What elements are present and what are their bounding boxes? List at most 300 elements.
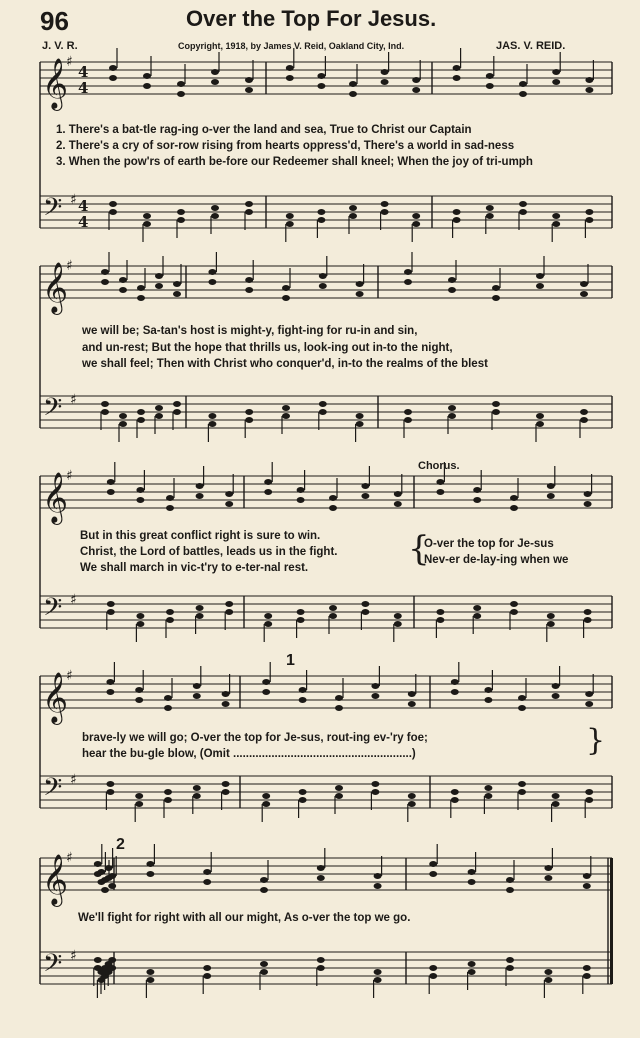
hymn-number: 96 <box>40 6 69 36</box>
note-head <box>468 961 476 967</box>
note-head <box>260 961 268 967</box>
note-head <box>136 497 144 503</box>
note-head <box>173 409 181 415</box>
note-head <box>262 679 270 685</box>
sharp-icon: ♯ <box>70 392 77 408</box>
note-head <box>135 801 143 807</box>
note-head <box>335 785 343 791</box>
note-head <box>448 405 456 411</box>
sharp-icon: ♯ <box>66 258 73 274</box>
lyric-line: We shall march in vic-t'ry to e-ter-nal rest. <box>80 562 309 574</box>
note-head <box>101 269 109 275</box>
note-head <box>299 687 307 693</box>
note-head <box>473 497 481 503</box>
note-head <box>335 793 343 799</box>
note-head <box>329 495 337 501</box>
note-head <box>468 879 476 885</box>
note-head <box>264 613 272 619</box>
note-head <box>451 797 459 803</box>
note-head <box>473 487 481 493</box>
composer-name: JAS. V. REID. <box>496 40 566 52</box>
note-head <box>335 695 343 701</box>
note-head <box>193 683 201 689</box>
note-head <box>245 277 253 283</box>
note-head <box>297 609 305 615</box>
note-head <box>412 87 420 93</box>
note-head <box>349 213 357 219</box>
note-head <box>506 887 514 893</box>
note-head <box>506 957 514 963</box>
time-signature-top: 4 <box>78 197 89 215</box>
note-head <box>193 785 201 791</box>
note-head <box>453 75 461 81</box>
note-head <box>453 65 461 71</box>
bass-clef-icon: 𝄢 <box>43 773 63 808</box>
note-head <box>164 695 172 701</box>
note-head <box>473 613 481 619</box>
note-head <box>143 221 151 227</box>
note-head <box>143 73 151 79</box>
lyric-line: 1. There's a bat-tle rag-ing o-ver the land and sea, True to Christ our Captain <box>56 124 472 136</box>
note-head <box>94 861 102 867</box>
note-head <box>584 501 592 507</box>
note-head <box>484 785 492 791</box>
note-head <box>177 217 185 223</box>
note-head <box>536 273 544 279</box>
note-head <box>286 221 294 227</box>
lyric-line: O-ver the top for Je-sus <box>424 538 554 550</box>
note-head <box>245 77 253 83</box>
note-head <box>211 79 219 85</box>
note-head <box>208 421 216 427</box>
note-head <box>510 609 518 615</box>
note-head <box>136 621 144 627</box>
note-head <box>245 287 253 293</box>
note-head <box>492 295 500 301</box>
note-head <box>583 883 591 889</box>
note-head <box>448 287 456 293</box>
note-head <box>211 205 219 211</box>
note-head <box>404 269 412 275</box>
note-head <box>119 287 127 293</box>
note-head <box>552 213 560 219</box>
note-head <box>101 409 109 415</box>
note-head <box>468 969 476 975</box>
note-head <box>552 683 560 689</box>
lyric-line: we will be; Sa-tan's host is might-y, fight-ing for ru-in and sin, <box>82 325 418 337</box>
sharp-icon: ♯ <box>66 668 73 684</box>
note-head <box>408 801 416 807</box>
note-head <box>429 965 437 971</box>
note-head <box>519 201 527 207</box>
note-head <box>119 421 127 427</box>
note-head <box>580 281 588 287</box>
note-head <box>329 505 337 511</box>
note-head <box>453 217 461 223</box>
note-head <box>109 209 117 215</box>
note-head <box>208 269 216 275</box>
note-head <box>492 401 500 407</box>
lyric-line: We'll fight for right with all our might, As o-ver the top we go. <box>78 912 411 924</box>
note-head <box>317 957 325 963</box>
note-head <box>319 283 327 289</box>
note-head <box>297 617 305 623</box>
note-head <box>585 789 593 795</box>
treble-clef-icon: 𝄞 <box>42 672 69 723</box>
note-head <box>245 209 253 215</box>
note-head <box>109 75 117 81</box>
note-head <box>146 871 154 877</box>
note-head <box>381 79 389 85</box>
note-head <box>518 695 526 701</box>
note-head <box>155 405 163 411</box>
note-head <box>108 883 116 889</box>
note-head <box>245 201 253 207</box>
note-head <box>211 213 219 219</box>
lyric-line: hear the bu-gle blow, (Omit ........................................................) <box>82 748 416 760</box>
note-head <box>468 869 476 875</box>
note-head <box>245 87 253 93</box>
note-head <box>317 83 325 89</box>
note-head <box>177 81 185 87</box>
note-head <box>262 689 270 695</box>
note-head <box>584 609 592 615</box>
note-head <box>94 957 102 963</box>
lyric-line: 2. There's a cry of sor-row rising from hearts oppress'd, There's a world in sad-ness <box>56 140 515 152</box>
note-head <box>203 869 211 875</box>
note-head <box>519 81 527 87</box>
note-head <box>492 285 500 291</box>
note-head <box>262 801 270 807</box>
note-head <box>106 781 114 787</box>
treble-clef-icon: 𝄞 <box>42 58 69 109</box>
note-head <box>371 789 379 795</box>
note-head <box>107 479 115 485</box>
note-head <box>196 493 204 499</box>
note-head <box>412 77 420 83</box>
note-head <box>518 781 526 787</box>
note-head <box>203 965 211 971</box>
note-head <box>356 413 364 419</box>
note-head <box>135 687 143 693</box>
note-head <box>371 683 379 689</box>
note-head <box>552 221 560 227</box>
sharp-icon: ♯ <box>70 192 77 208</box>
treble-staff <box>40 476 612 508</box>
note-head <box>155 283 163 289</box>
lyric-line: But in this great conflict right is sure to win. <box>80 530 321 542</box>
note-head <box>260 969 268 975</box>
note-head <box>317 875 325 881</box>
note-head <box>282 405 290 411</box>
note-head <box>97 869 105 875</box>
note-head <box>137 295 145 301</box>
note-head <box>137 409 145 415</box>
note-head <box>356 291 364 297</box>
note-head <box>299 697 307 703</box>
note-head <box>436 489 444 495</box>
treble-staff <box>40 858 612 890</box>
author-initials: J. V. R. <box>42 40 78 52</box>
note-head <box>356 421 364 427</box>
note-head <box>155 273 163 279</box>
note-head <box>394 491 402 497</box>
note-head <box>583 965 591 971</box>
note-head <box>552 793 560 799</box>
note-head <box>101 279 109 285</box>
note-head <box>361 609 369 615</box>
note-head <box>196 483 204 489</box>
note-head <box>518 789 526 795</box>
note-head <box>544 969 552 975</box>
note-head <box>297 497 305 503</box>
note-head <box>317 209 325 215</box>
note-head <box>486 83 494 89</box>
note-head <box>381 209 389 215</box>
note-head <box>166 617 174 623</box>
note-head <box>519 91 527 97</box>
note-head <box>135 793 143 799</box>
note-head <box>510 495 518 501</box>
note-head <box>193 693 201 699</box>
note-head <box>547 483 555 489</box>
note-head <box>146 977 154 983</box>
note-head <box>552 69 560 75</box>
note-head <box>319 273 327 279</box>
note-head <box>108 873 116 879</box>
note-head <box>225 609 233 615</box>
note-head <box>552 693 560 699</box>
note-head <box>166 495 174 501</box>
note-head <box>137 417 145 423</box>
note-head <box>394 501 402 507</box>
note-head <box>585 701 593 707</box>
bass-clef-icon: 𝄢 <box>43 593 63 628</box>
note-head <box>317 965 325 971</box>
note-head <box>225 501 233 507</box>
treble-clef-icon: 𝄞 <box>42 854 69 905</box>
note-head <box>136 487 144 493</box>
note-head <box>585 217 593 223</box>
note-head <box>536 421 544 427</box>
note-head <box>166 505 174 511</box>
note-head <box>580 417 588 423</box>
note-head <box>136 613 144 619</box>
note-head <box>486 213 494 219</box>
note-head <box>222 781 230 787</box>
note-head <box>536 413 544 419</box>
note-head <box>408 701 416 707</box>
lyric-line: Nev-er de-lay-ing when we <box>424 554 569 566</box>
bass-clef-icon: 𝄢 <box>43 193 63 228</box>
note-head <box>374 873 382 879</box>
note-head <box>585 77 593 83</box>
note-head <box>585 87 593 93</box>
note-head <box>264 489 272 495</box>
note-head <box>317 865 325 871</box>
note-head <box>429 871 437 877</box>
note-head <box>448 413 456 419</box>
bass-clef-icon: 𝄢 <box>43 949 63 984</box>
note-head <box>506 877 514 883</box>
note-head <box>286 75 294 81</box>
note-head <box>552 801 560 807</box>
note-head <box>155 413 163 419</box>
note-head <box>453 209 461 215</box>
note-head <box>436 609 444 615</box>
sharp-icon: ♯ <box>66 468 73 484</box>
note-head <box>105 865 113 871</box>
note-head <box>506 965 514 971</box>
note-head <box>282 285 290 291</box>
note-head <box>203 879 211 885</box>
note-head <box>260 877 268 883</box>
note-head <box>109 65 117 71</box>
note-head <box>349 81 357 87</box>
note-head <box>208 279 216 285</box>
note-head <box>225 491 233 497</box>
note-head <box>286 65 294 71</box>
note-head <box>536 283 544 289</box>
brace: } <box>586 723 606 758</box>
note-head <box>282 295 290 301</box>
note-head <box>436 617 444 623</box>
note-head <box>166 609 174 615</box>
note-head <box>484 687 492 693</box>
note-head <box>486 205 494 211</box>
note-head <box>584 491 592 497</box>
note-head <box>510 505 518 511</box>
note-head <box>107 601 115 607</box>
note-head <box>106 679 114 685</box>
note-head <box>429 973 437 979</box>
note-head <box>119 413 127 419</box>
note-head <box>356 281 364 287</box>
note-head <box>492 409 500 415</box>
note-head <box>404 417 412 423</box>
note-head <box>361 483 369 489</box>
note-head <box>264 479 272 485</box>
bass-staff <box>40 776 612 808</box>
note-head <box>173 291 181 297</box>
note-head <box>319 409 327 415</box>
bass-staff <box>40 952 612 984</box>
copyright-notice: Copyright, 1918, by James V. Reid, Oakland City, Ind. <box>178 41 405 51</box>
note-head <box>317 73 325 79</box>
lyric-line: and un-rest; But the hope that thrills us, look-ing out in-to the night, <box>82 342 453 354</box>
note-head <box>429 861 437 867</box>
note-head <box>108 957 116 963</box>
note-head <box>374 969 382 975</box>
note-head <box>486 73 494 79</box>
lyric-line: we shall feel; Then with Christ who conquer'd, in-to the realms of the blest <box>82 358 488 370</box>
note-head <box>119 277 127 283</box>
note-head <box>101 887 109 893</box>
note-head <box>177 91 185 97</box>
time-signature-bottom: 4 <box>78 213 89 231</box>
note-head <box>381 69 389 75</box>
note-head <box>361 601 369 607</box>
note-head <box>394 621 402 627</box>
note-head <box>580 291 588 297</box>
sharp-icon: ♯ <box>70 948 77 964</box>
second-ending-number: 2 <box>116 836 125 853</box>
note-head <box>547 613 555 619</box>
note-head <box>208 413 216 419</box>
note-head <box>404 409 412 415</box>
note-head <box>349 205 357 211</box>
note-head <box>585 209 593 215</box>
note-head <box>484 793 492 799</box>
note-head <box>299 789 307 795</box>
note-head <box>412 221 420 227</box>
note-head <box>143 213 151 219</box>
note-head <box>260 887 268 893</box>
note-head <box>335 705 343 711</box>
note-head <box>329 613 337 619</box>
note-head <box>106 789 114 795</box>
note-head <box>146 969 154 975</box>
note-head <box>394 613 402 619</box>
note-head <box>101 401 109 407</box>
note-head <box>177 209 185 215</box>
note-head <box>580 409 588 415</box>
bass-clef-icon: 𝄢 <box>43 393 63 428</box>
note-head <box>106 689 114 695</box>
lyric-line: Christ, the Lord of battles, leads us in the fight. <box>80 546 338 558</box>
note-head <box>451 679 459 685</box>
note-head <box>436 479 444 485</box>
lyric-line: brave-ly we will go; O-ver the top for Je-sus, rout-ing ev-'ry foe; <box>82 732 428 744</box>
note-head <box>282 413 290 419</box>
note-head <box>583 973 591 979</box>
note-head <box>371 693 379 699</box>
note-head <box>547 621 555 627</box>
note-head <box>408 691 416 697</box>
note-head <box>135 697 143 703</box>
lyric-line: 3. When the pow'rs of earth be-fore our Redeemer shall kneel; When the joy of tri-umph <box>56 156 533 168</box>
note-head <box>196 613 204 619</box>
note-head <box>211 69 219 75</box>
note-head <box>164 789 172 795</box>
sharp-icon: ♯ <box>66 850 73 866</box>
note-head <box>196 605 204 611</box>
note-head <box>451 689 459 695</box>
note-head <box>173 401 181 407</box>
sharp-icon: ♯ <box>70 592 77 608</box>
note-head <box>408 793 416 799</box>
note-head <box>203 973 211 979</box>
note-head <box>222 701 230 707</box>
note-head <box>137 285 145 291</box>
chorus-label: Chorus. <box>418 460 460 472</box>
bass-staff <box>40 596 612 628</box>
note-head <box>193 793 201 799</box>
note-head <box>451 789 459 795</box>
note-head <box>245 417 253 423</box>
treble-clef-icon: 𝄞 <box>42 472 69 523</box>
note-head <box>319 401 327 407</box>
note-head <box>143 83 151 89</box>
note-head <box>164 705 172 711</box>
time-signature-top: 4 <box>78 63 89 81</box>
note-head <box>585 797 593 803</box>
note-head <box>109 201 117 207</box>
note-head <box>583 873 591 879</box>
note-head <box>584 617 592 623</box>
note-head <box>329 605 337 611</box>
note-head <box>108 965 116 971</box>
